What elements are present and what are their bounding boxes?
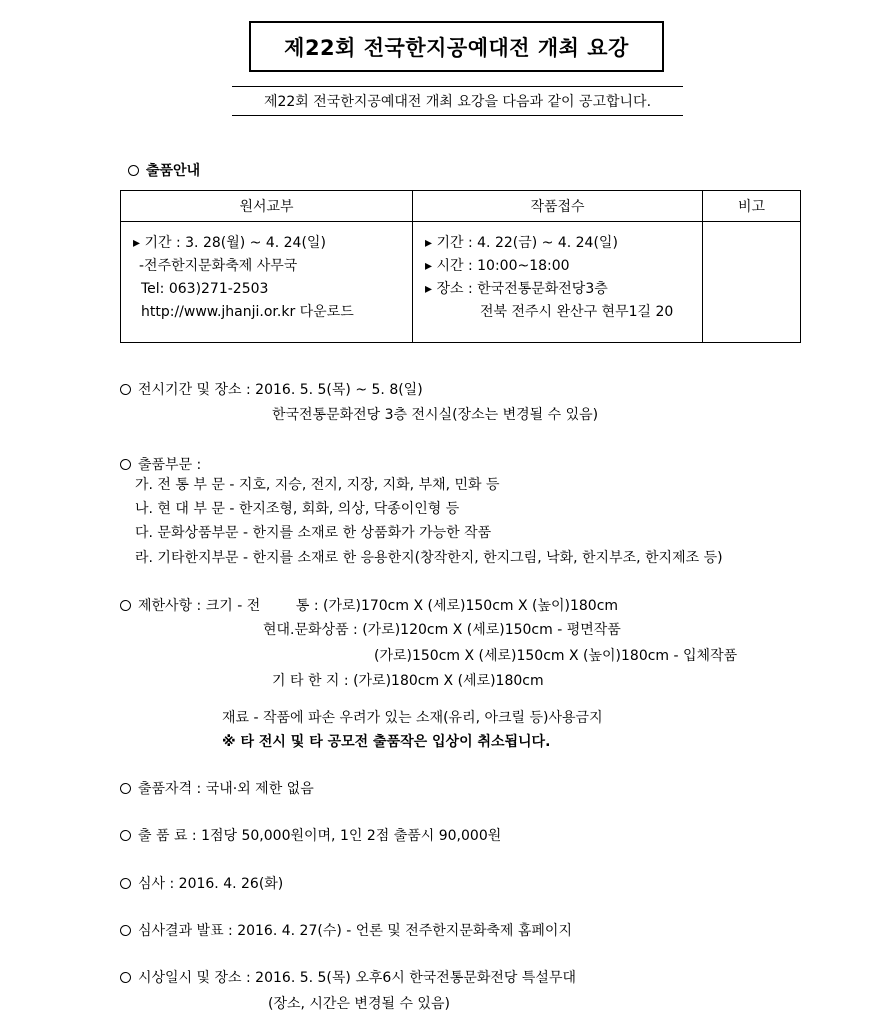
restrictions-material: 재료 - 작품에 파손 우려가 있는 소재(유리, 아크릴 등)사용금지 [222,710,603,726]
notice-text: 제22회 전국한지공예대전 개최 요강을 다음과 같이 공고합니다. [232,86,683,116]
page-title: 제22회 전국한지공예대전 개최 요강 [249,21,664,72]
circle-bullet-icon [120,600,131,611]
receipt-cell [413,222,703,343]
circle-bullet-icon [120,830,131,841]
receipt-period: ▸ 기간 : 4. 22(금) ~ 4. 24(일) [425,235,618,251]
circle-bullet-icon [120,384,131,395]
circle-bullet-icon [120,878,131,889]
restrictions-line4: 기 타 한 지 : (가로)180cm X (세로)180cm [272,673,544,689]
application-period: ▸ 기간 : 3. 28(월) ~ 4. 24(일) [133,235,326,251]
circle-bullet-icon [120,925,131,936]
category-item: 가. 전 통 부 문 - 지호, 지승, 전지, 지장, 지화, 부채, 민화 등 [135,477,500,493]
restrictions-line1: 제한사항 : 크기 - 전 통 : (가로)170cm X (세로)150cm X (높이)180cm [120,596,618,616]
eligibility-line: 출품자격 : 국내·외 제한 없음 [120,779,314,799]
receipt-time: ▸ 시간 : 10:00~18:00 [425,258,570,274]
header-application: 원서교부 [121,191,413,222]
application-url[interactable]: http://www.jhanji.or.kr 다운로드 [141,304,354,320]
ceremony-line1: 시상일시 및 장소 : 2016. 5. 5(목) 오후6시 한국전통문화전당 특설무대 [120,968,576,988]
announcement-line: 심사결과 발표 : 2016. 4. 27(수) - 언론 및 전주한지문화축제 홈페이지 [120,921,572,941]
fee-line: 출 품 료 : 1점당 50,000원이며, 1인 2점 출품시 90,000원 [120,826,501,846]
application-tel: Tel: 063)271-2503 [141,281,269,297]
exhibition-line1: 전시기간 및 장소 : 2016. 5. 5(목) ~ 5. 8(일) [120,380,423,400]
submission-table [120,190,801,343]
restrictions-line3: (가로)150cm X (세로)150cm X (높이)180cm - 입체작품 [374,648,738,664]
category-item: 나. 현 대 부 문 - 한지조형, 회화, 의상, 닥종이인형 등 [135,501,460,517]
restrictions-line2: 현대.문화상품 : (가로)120cm X (세로)150cm - 평면작품 [263,622,621,638]
submission-heading: 출품안내 [128,161,200,181]
remarks-cell [703,222,801,343]
application-cell [121,222,413,343]
exhibition-line2: 한국전통문화전당 3층 전시실(장소는 변경될 수 있음) [272,407,599,423]
header-receipt: 작품접수 [413,191,703,222]
circle-bullet-icon [120,972,131,983]
restrictions-note: ※ 타 전시 및 타 공모전 출품작은 입상이 취소됩니다. [222,734,551,750]
category-item: 다. 문화상품부문 - 한지를 소재로 한 상품화가 가능한 작품 [135,525,492,541]
header-remarks: 비고 [703,191,801,222]
circle-bullet-icon [120,783,131,794]
receipt-place: ▸ 장소 : 한국전통문화전당3층 [425,281,608,297]
application-office: -전주한지문화축제 사무국 [139,258,298,274]
categories-heading: 출품부문 : [120,455,201,475]
receipt-address: 전북 전주시 완산구 현무1길 20 [480,304,674,320]
category-item: 라. 기타한지부문 - 한지를 소재로 한 응용한지(창작한지, 한지그림, 낙화, 한지부조, 한지제조 등) [135,550,723,566]
ceremony-line2: (장소, 시간은 변경될 수 있음) [268,996,450,1012]
circle-bullet-icon [128,165,139,176]
circle-bullet-icon [120,459,131,470]
judging-line: 심사 : 2016. 4. 26(화) [120,874,283,894]
